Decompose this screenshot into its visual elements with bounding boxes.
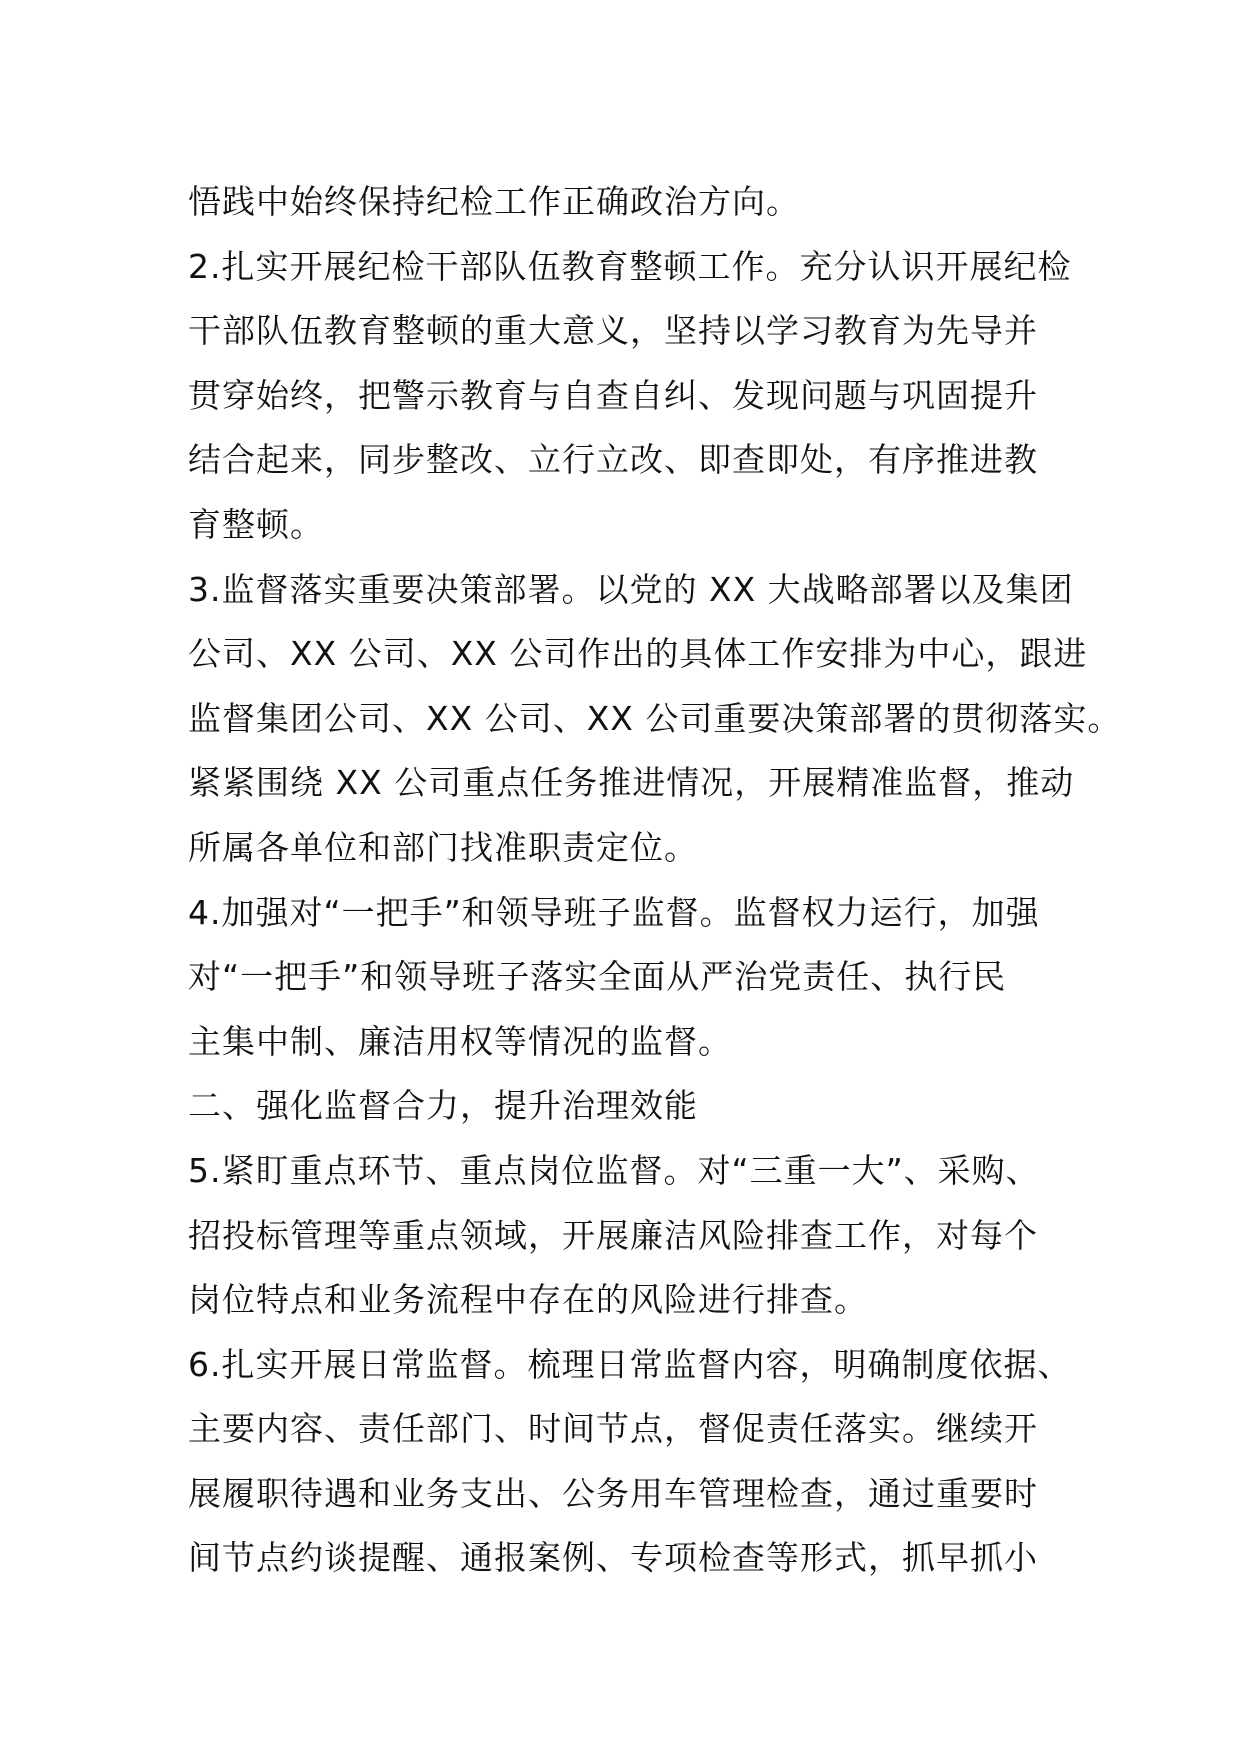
text-line: 主要内容、责任部门、时间节点，督促责任落实。继续开 <box>188 1409 1038 1449</box>
text-line: 间节点约谈提醒、通报案例、专项检查等形式，抓早抓小 <box>188 1538 1038 1578</box>
text-line: 公司、XX 公司、XX 公司作出的具体工作安排为中心，跟进 <box>188 634 1088 674</box>
text-line: 3.监督落实重要决策部署。以党的 XX 大战略部署以及集团 <box>188 569 1074 609</box>
text-line: 监督集团公司、XX 公司、XX 公司重要决策部署的贯彻落实。 <box>188 698 1122 738</box>
text-line: 展履职待遇和业务支出、公务用车管理检查，通过重要时 <box>188 1473 1038 1513</box>
text-line: 紧紧围绕 XX 公司重点任务推进情况，开展精准监督，推动 <box>188 763 1075 803</box>
section-heading: 二、强化监督合力，提升治理效能 <box>188 1086 698 1126</box>
text-line: 岗位特点和业务流程中存在的风险进行排查。 <box>188 1280 868 1320</box>
text-line: 育整顿。 <box>188 504 324 544</box>
text-line: 4.加强对“一把手”和领导班子监督。监督权力运行，加强 <box>188 892 1040 932</box>
text-line: 对“一把手”和领导班子落实全面从严治党责任、执行民 <box>188 957 1007 997</box>
text-line: 6.扎实开展日常监督。梳理日常监督内容，明确制度依据、 <box>188 1344 1072 1384</box>
text-line: 所属各单位和部门找准职责定位。 <box>188 827 698 867</box>
text-line: 招投标管理等重点领域，开展廉洁风险排查工作，对每个 <box>188 1215 1038 1255</box>
text-line: 悟践中始终保持纪检工作正确政治方向。 <box>188 182 800 221</box>
text-line: 2.扎实开展纪检干部队伍教育整顿工作。充分认识开展纪检 <box>188 246 1072 286</box>
text-line: 主集中制、廉洁用权等情况的监督。 <box>188 1021 732 1061</box>
text-line: 结合起来，同步整改、立行立改、即查即处，有序推进教 <box>188 440 1038 480</box>
text-line: 贯穿始终，把警示教育与自查自纠、发现问题与巩固提升 <box>188 375 1038 415</box>
text-line: 干部队伍教育整顿的重大意义，坚持以学习教育为先导并 <box>188 311 1038 351</box>
text-line: 5.紧盯重点环节、重点岗位监督。对“三重一大”、采购、 <box>188 1150 1040 1190</box>
document-body <box>188 170 1122 1591</box>
